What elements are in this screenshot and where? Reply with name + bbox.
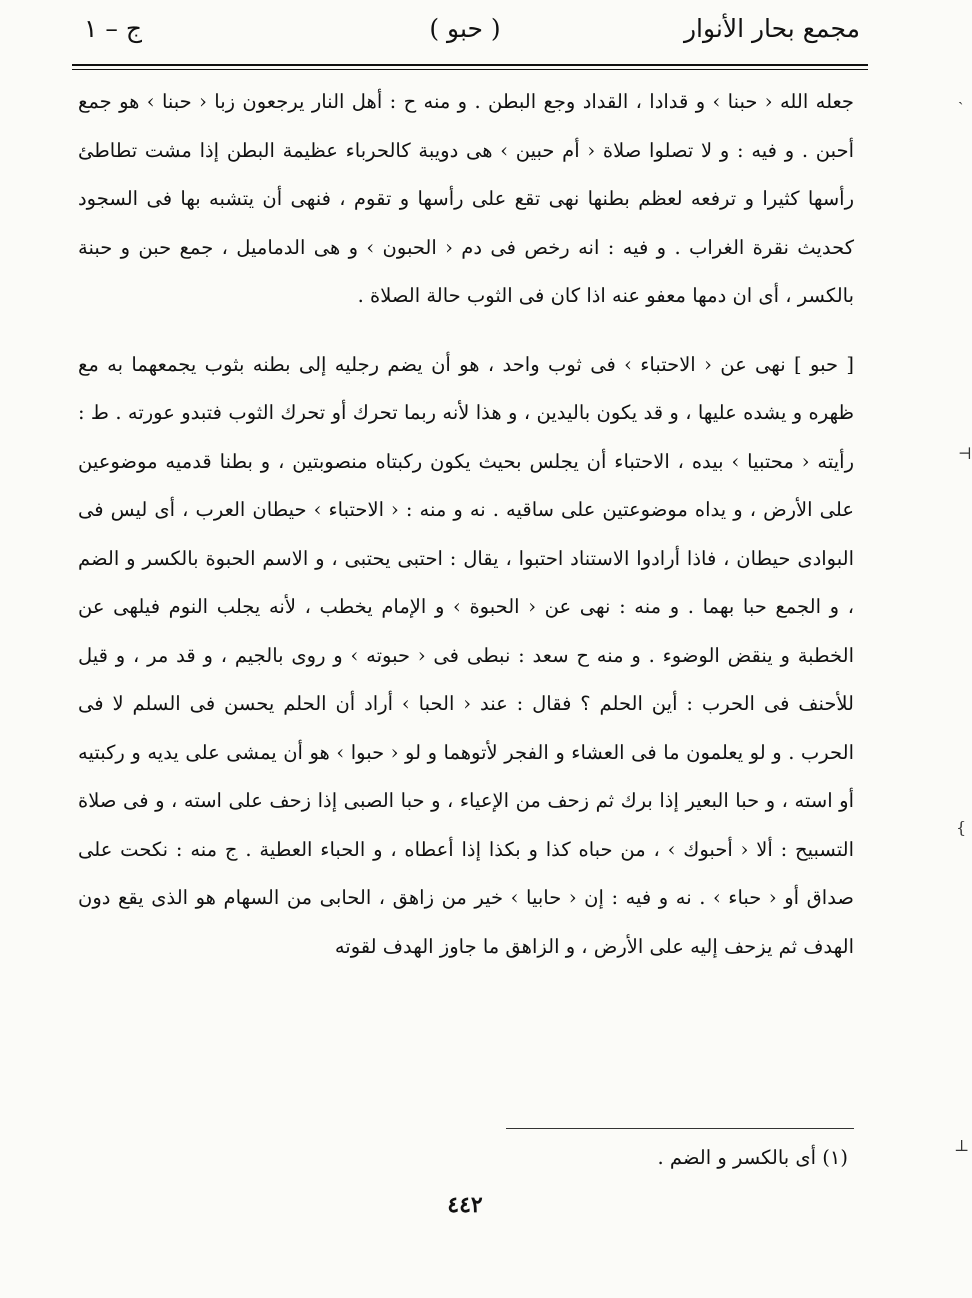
main-text — [78, 78, 854, 971]
margin-mark: { — [956, 818, 967, 837]
book-title: مجمع بحار الأنوار — [683, 14, 860, 43]
volume-label: ج – ١ — [84, 14, 142, 43]
margin-mark: ˎ — [958, 86, 964, 105]
page-number: ٤٤٢ — [447, 1192, 483, 1218]
page — [70, 0, 860, 1298]
footnote-rule — [506, 1128, 854, 1129]
margin-mark: ⊣ — [958, 444, 972, 463]
entry-heading: ( حبو ) — [429, 14, 501, 43]
header-rule-thin — [72, 69, 868, 70]
running-header — [70, 14, 860, 54]
footnote: (١) أى بالكسر و الضم . — [657, 1146, 848, 1169]
paragraph-habw: [ حبو ] نهى عن ‹ الاحتباء › فى ثوب واحد ، هو أن يضم رجليه إلى بطنه بثوب يجمعهما به مع ظهره و يشده عليها ، و قد يكون باليدين ، و هذا لأنه ربما تحرك أو تحرك الثوب فتبدو عورته . ط : رأيته ‹ محتبيا › بيده ، الاحتباء أن يجلس بحيث يكون ركبتاه منصوبتين ، و بطنا قدميه موضوعين على الأرض ، و يداه موضوعتين على ساقيه . نه و منه : ‹ الاحتباء › حيطان العرب ، أى ليس فى البوادى حيطان ، فاذا أرادوا الاستناد احتبوا ، يقال : احتبى يحتبى ، و الاسم الحبوة بالكسر و الضم ، و الجمع حبا بهما . و منه : نهى عن ‹ الحبوة › و الإمام يخطب ، لأنه يجلب النوم فيلهى عن الخطبة و ينقض الوضوء . و منه ح سعد : نبطى فى ‹ حبوته › و روى بالجيم ، و قد مر ، و قيل للأحنف فى الحرب : أين الحلم ؟ فقال : عند ‹ الحبا › أراد أن الحلم يحسن فى السلم لا فى الحرب . و لو يعلمون ما فى العشاء و الفجر لأتوهما و لو ‹ حبوا › هو أن يمشى على يديه و ركبتيه أو استه ، و حبا البعير إذا برك ثم زحف من الإعياء ، و حبا الصبى إذا زحف على استه ، و فى صلاة التسبيح : ألا ‹ أحبوك › ، من حباه كذا و بكذا إذا أعطاه ، و الحباء العطية . ج منه : نكحت على صداق أو ‹ حباء › . نه و فيه : إن ‹ حابيا › خير من زاهق ، الحابى من السهام هو الذى يقع دون الهدف ثم يزحف إليه على الأرض ، و الزاهق ما جاوز الهدف لقوته — [78, 352, 854, 958]
paragraph-habn: جعله الله ‹ حبنا › و قدادا ، القداد وجع البطن . و منه ح : أهل النار يرجعون زبا ‹ حبنا › هو جمع أحبن . و فيه : و لا تصلوا صلاة ‹ أم حبين › هى دويبة كالحرباء عظيمة البطن إذا مشت تطاطئ رأسها كثيرا و ترفعه لعظم بطنها نهى تقع على رأسها و تقوم ، فنهى أن يتشبه بها فى السجود كحديث نقرة الغراب . و فيه : انه رخص فى دم ‹ الحبون › و هى الدماميل ، جمع حبن و حبنة بالكسر ، أى ان دمها معفو عنه اذا كان فى الثوب حالة الصلاة . — [78, 90, 854, 307]
margin-mark: ⊥ — [954, 1136, 970, 1155]
header-rule-thick — [72, 64, 868, 66]
